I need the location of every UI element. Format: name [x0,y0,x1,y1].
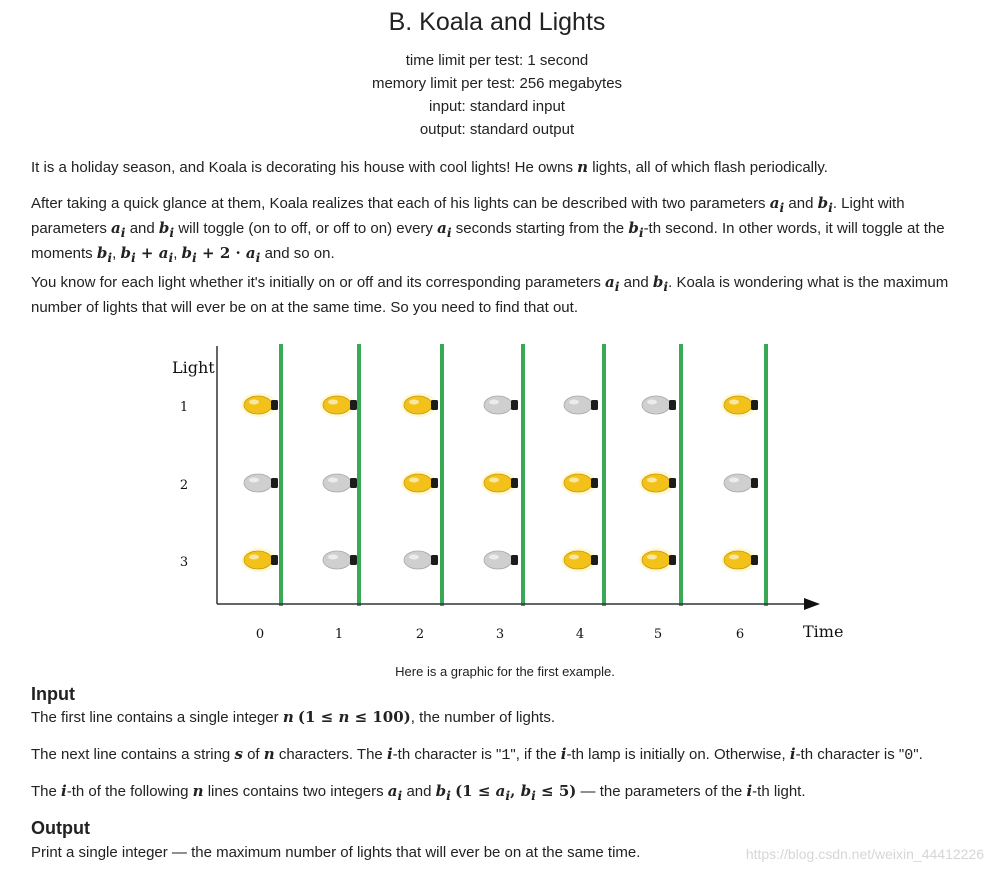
watermark: https://blog.csdn.net/weixin_44412226 [745,846,984,862]
input-file: input: standard input [429,98,565,115]
input-heading: Input [31,684,75,704]
bulb-glass [564,474,592,492]
x-axis-label: Time [803,622,844,641]
bulb-highlight [328,478,338,483]
output-text: Print a single integer — the maximum number of lights that will ever be on at the same time. [31,844,641,861]
light-bulb-off [244,474,278,492]
bulb-highlight [409,400,419,405]
light-bulb-off [484,551,518,569]
bulb-glass [724,396,752,414]
light-bulb-on [639,548,676,572]
bulb-socket [511,478,518,488]
output-heading: Output [31,818,90,838]
bulb-glass [642,551,670,569]
bulb-socket [511,400,518,410]
light-bulb-off [724,474,758,492]
bulb-highlight [729,478,739,483]
light-bulb-on [241,393,278,417]
bulb-glass [323,474,351,492]
bulb-highlight [489,478,499,483]
bulb-highlight [569,555,579,560]
time-label: 5 [653,627,663,642]
bulb-socket [591,478,598,488]
lights-figure [0,330,994,660]
bulb-socket [431,478,438,488]
bulb-highlight [647,555,657,560]
output-file: output: standard output [419,121,575,138]
light-bulb-off [642,396,676,414]
time-label: 3 [495,627,505,642]
bulb-socket [669,400,676,410]
bulb-highlight [729,555,739,560]
bulb-socket [669,555,676,565]
light-label: 2 [179,478,189,493]
bulb-glass [244,551,272,569]
light-bulb-off [484,396,518,414]
bulb-socket [751,478,758,488]
bulb-highlight [489,555,499,560]
light-label: 1 [179,400,189,415]
bulb-highlight [249,400,259,405]
y-axis-label: Light [172,358,215,377]
bulb-glass [484,551,512,569]
bulb-glass [244,474,272,492]
bulb-glass [404,551,432,569]
bulb-glass [642,474,670,492]
bulb-socket [591,555,598,565]
bulb-socket [350,478,357,488]
bulb-socket [591,400,598,410]
bulb-glass [244,396,272,414]
light-bulb-off [404,551,438,569]
bulb-glass [564,396,592,414]
time-label: 2 [415,627,425,642]
light-bulb-on [320,393,357,417]
light-bulb-on [401,393,438,417]
time-label: 1 [334,627,344,642]
bulb-socket [271,478,278,488]
bulb-socket [350,400,357,410]
bulb-highlight [249,555,259,560]
statement-paragraph-3: You know for each light whether it's initially on or off and its corresponding parameters $a_i$ and $b_i$. Koala is wondering what is the maximum number of lights that will ever be on at the same time. So you need to find that out. [31,273,949,316]
input-line-2: The next line contains a string s of n characters. The i-th character is "1", if the i-th lamp is initially on. Otherwise, i-th character is "0". [31,745,923,764]
bulb-glass [484,474,512,492]
bulb-socket [350,555,357,565]
bulb-glass [404,396,432,414]
bulb-glass [642,396,670,414]
bulb-highlight [328,400,338,405]
time-label: 6 [735,627,745,642]
bulb-glass [323,396,351,414]
bulb-glass [564,551,592,569]
light-bulb-off [323,551,357,569]
bulb-highlight [489,400,499,405]
bulb-highlight [249,478,259,483]
light-bulb-off [323,474,357,492]
bulb-glass [484,396,512,414]
bulb-highlight [569,400,579,405]
bulb-glass [724,474,752,492]
light-label: 3 [179,555,189,570]
light-bulb-on [721,548,758,572]
bulb-socket [431,555,438,565]
bulb-socket [271,400,278,410]
light-bulb-on [561,548,598,572]
time-label: 4 [575,627,585,642]
bulb-socket [431,400,438,410]
bulb-socket [751,400,758,410]
bulb-highlight [647,478,657,483]
bulb-highlight [328,555,338,560]
bulb-highlight [409,555,419,560]
time-limit: time limit per test: 1 second [405,52,589,69]
bulb-glass [323,551,351,569]
input-line-1: The first line contains a single integer n (1 ≤ n ≤ 100), the number of lights. [31,708,556,726]
light-bulb-on [481,471,518,495]
statement-paragraph-1: It is a holiday season, and Koala is decorating his house with cool lights! He owns n lights, all of which flash periodically. [31,158,828,176]
problem-title: B. Koala and Lights [388,8,606,36]
light-bulb-on [561,471,598,495]
bulb-highlight [647,400,657,405]
bulb-socket [511,555,518,565]
time-label: 0 [255,627,265,642]
light-bulb-on [241,548,278,572]
light-bulb-off [564,396,598,414]
bulb-socket [669,478,676,488]
input-line-3: The i-th of the following n lines contains two integers $a_i$ and $b_i$ ($1 \le a_i$, $b_i \le 5$) — the parameters of the i-th light. [31,782,806,803]
light-bulb-on [639,471,676,495]
bulb-highlight [569,478,579,483]
x-axis-arrow [804,598,820,610]
bulb-highlight [729,400,739,405]
bulb-socket [271,555,278,565]
bulb-highlight [409,478,419,483]
statement-paragraph-2: After taking a quick glance at them, Koala realizes that each of his lights can be described with two parameters $a_i$ and $b_i$. Light with parameters $a_i$ and $b_i$ will toggle (on to off, or off to on) every $a_i$ seconds starting from the $b_i-th$ second. In other words, it will toggle at the moments $b_i$, $b_i + a_i$, $b_i + 2 \cdot a_i$ and so on. [31,194,945,265]
light-bulb-on [401,471,438,495]
bulb-glass [724,551,752,569]
light-bulb-on [721,393,758,417]
figure-caption: Here is a graphic for the first example. [395,664,615,679]
bulb-socket [751,555,758,565]
memory-limit: memory limit per test: 256 megabytes [371,75,623,92]
bulb-glass [404,474,432,492]
